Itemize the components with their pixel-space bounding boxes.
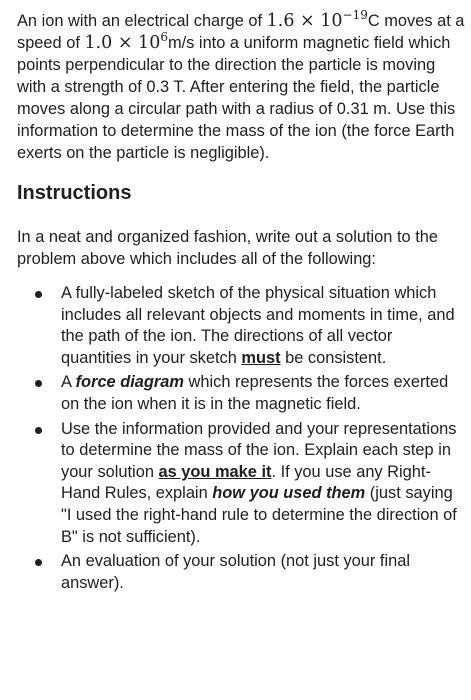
list-item: A force diagram which represents the forces exerted on the ion when it is in the magnetic field.: [61, 372, 465, 415]
instructions-intro: In a neat and organized fashion, write out a solution to the problem above which includes all of the following:: [17, 228, 438, 268]
requirements-list: [17, 283, 465, 594]
problem-text-2: moves at a speed of: [17, 12, 465, 52]
charge-exponent: −19: [342, 8, 368, 22]
problem-text-3: into a uniform magnetic field which points perpendicular to the direction the particle is moving with a strength of 0.3 T. After entering the field, the particle moves along a circular path with a radius of 0.31 m. Use this information to determine the mass of the ion (the force Earth exerts on the particle is negligible).: [17, 34, 456, 162]
list-item: Use the information provided and your representations to determine the mass of the ion. Explain each step in your solution as you make it. If you use any Right-Hand Rules, explain how you used them (just saying "I used the right-hand rule to determine the direction of B" is not sufficient).: [61, 419, 465, 549]
problem-statement: [17, 10, 465, 164]
bullet-icon: [35, 291, 42, 298]
emphasis-must: must: [241, 348, 281, 367]
document: [17, 10, 465, 597]
emphasis-force-diagram: force diagram: [75, 373, 184, 392]
speed-value: $1.0 \times 10^6$: [84, 30, 168, 53]
charge-unit: C: [367, 12, 380, 30]
list-item: A fully-labeled sketch of the physical situation which includes all relevant objects and moments in time, and the path of the ion. The directions of all vector quantities in your sketch must be consistent.: [61, 283, 465, 369]
bullet-icon: [35, 559, 42, 566]
charge-value: $1.6 \times 10^{-19}$: [266, 8, 368, 31]
bullet-icon: [35, 380, 42, 387]
speed-exponent: 6: [160, 30, 168, 44]
bullet-icon: [35, 427, 42, 434]
problem-text-1: An ion with an electrical charge of: [17, 12, 267, 30]
instructions-heading: Instructions: [17, 182, 132, 204]
emphasis-how-you-used-them: how you used them: [212, 484, 366, 503]
list-item: An evaluation of your solution (not just your final answer).: [61, 551, 465, 594]
emphasis-as-you-make-it: as you make it: [158, 462, 272, 481]
speed-unit: m/s: [167, 34, 195, 52]
